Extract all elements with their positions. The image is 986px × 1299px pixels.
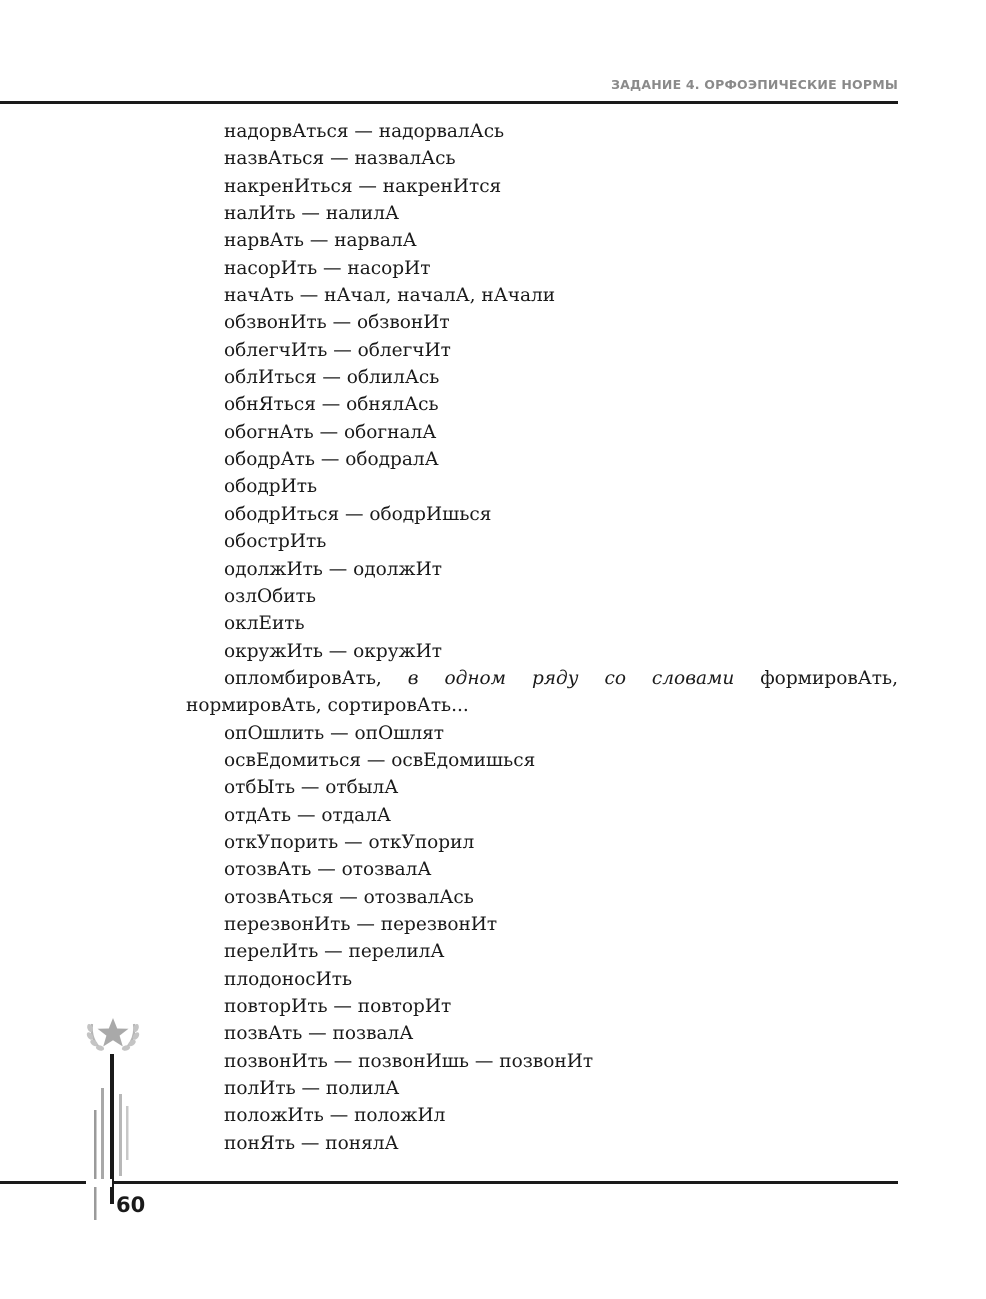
list-item: озлОбить	[224, 585, 316, 607]
list-item: повторИть — повторИт	[224, 996, 452, 1017]
list-item: позвАть — позвалА	[224, 1023, 414, 1045]
running-head: ЗАДАНИЕ 4. ОРФОЭПИЧЕСКИЕ НОРМЫ	[611, 77, 898, 92]
list-item: перезвонИть — перезвонИт	[224, 913, 498, 935]
list-item: надорвАться — надорвалАсь	[224, 121, 505, 142]
list-item: накренИться — накренИтся	[224, 175, 502, 197]
list-item: обзвонИть — обзвонИт	[224, 312, 450, 334]
list-item: начАть — нАчал, началА, нАчали	[224, 285, 556, 307]
list-item: отбЫть — отбылА	[224, 777, 399, 799]
note-italic: в одном ряду со словами	[407, 667, 735, 689]
list-item: полИть — полилА	[224, 1078, 400, 1100]
page-number: 60	[116, 1193, 146, 1217]
note-rest: формировАть, нормировАть, сортировАть...	[186, 667, 898, 717]
star-wreath-emblem-icon	[80, 1010, 146, 1220]
list-item: облегчИть — облегчИт	[224, 339, 451, 361]
word-list	[186, 118, 898, 1157]
list-item: ободрИть	[224, 476, 318, 498]
list-item: нарвАть — нарвалА	[224, 230, 417, 252]
list-item: позвонИть — позвонИшь — позвонИт	[224, 1050, 594, 1072]
note-word: опломбировАть,	[224, 667, 408, 689]
list-item: откУпорить — откУпорил	[224, 831, 475, 853]
list-item: отозвАться — отозвалАсь	[224, 886, 474, 908]
list-item: одолжИть — одолжИт	[224, 558, 442, 580]
list-item: перелИть — перелилА	[224, 941, 445, 963]
list-item: окружИть — окружИт	[224, 640, 442, 662]
list-item: отдАть — отдалА	[224, 804, 391, 826]
list-item: обогнАть — обогналА	[224, 421, 437, 443]
bottom-rule	[0, 1181, 898, 1184]
bottom-rule-gap	[86, 1179, 112, 1187]
list-item: понЯть — понялА	[224, 1132, 399, 1154]
list-item: облИться — облилАсь	[224, 367, 440, 389]
list-item: оклЕить	[224, 613, 305, 635]
list-item: налИть — налилА	[224, 203, 400, 225]
list-item: насорИть — насорИт	[224, 257, 431, 279]
list-item: обострИть	[224, 531, 327, 553]
top-rule	[0, 101, 898, 104]
list-item: плодоносИть	[224, 968, 353, 990]
list-item: положИть — положИл	[224, 1105, 446, 1127]
list-item: освЕдомиться — освЕдомишься	[224, 749, 536, 771]
list-item: ободрИться — ободрИшься	[224, 503, 492, 525]
list-item: назвАться — назвалАсь	[224, 148, 456, 170]
list-item: обнЯться — обнялАсь	[224, 394, 439, 416]
list-item: опОшлить — опОшлят	[224, 722, 444, 744]
list-item: ободрАть — ободралА	[224, 449, 439, 471]
list-item: отозвАть — отозвалА	[224, 859, 432, 881]
note-paragraph	[186, 665, 898, 720]
